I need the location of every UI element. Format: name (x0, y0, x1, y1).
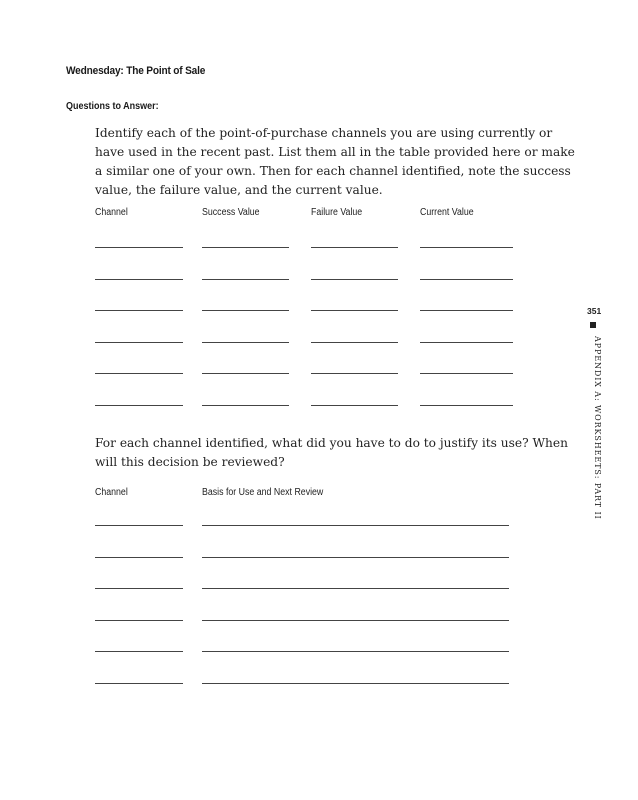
blank-line (420, 247, 513, 248)
blank-line (95, 342, 183, 343)
blank-line (311, 247, 398, 248)
blank-line (420, 342, 513, 343)
blank-line (202, 247, 289, 248)
blank-line (202, 620, 509, 621)
blank-line (202, 557, 509, 558)
blank-line (311, 310, 398, 311)
blank-line (311, 279, 398, 280)
running-head: APPENDIX A: WORKSHEETS: PART II (593, 336, 602, 520)
table1-header-channel: Channel (95, 207, 128, 218)
section-title: Wednesday: The Point of Sale (66, 65, 206, 77)
blank-line (420, 279, 513, 280)
blank-line (311, 373, 398, 374)
page-number: 351 (587, 306, 602, 316)
blank-line (202, 588, 509, 589)
table2-header-channel: Channel (95, 487, 128, 498)
blank-line (202, 525, 509, 526)
table1-header-current: Current Value (420, 207, 474, 218)
blank-line (311, 405, 398, 406)
blank-line (202, 651, 509, 652)
blank-line (95, 525, 183, 526)
paragraph-line: will this decision be reviewed? (95, 455, 285, 469)
instructions-paragraph-2 (95, 434, 568, 472)
blank-line (420, 405, 513, 406)
paragraph-line: have used in the recent past. List them all in the table provided here or make (95, 145, 575, 159)
instructions-paragraph-1 (95, 124, 575, 200)
blank-line (420, 310, 513, 311)
blank-line (95, 310, 183, 311)
blank-line (95, 683, 183, 684)
paragraph-line: For each channel identified, what did you have to do to justify its use? When (95, 436, 568, 450)
black-square-icon (590, 322, 596, 328)
blank-line (202, 279, 289, 280)
paragraph-line: Identify each of the point-of-purchase channels you are using currently or (95, 126, 553, 140)
blank-line (95, 557, 183, 558)
blank-line (95, 279, 183, 280)
blank-line (202, 683, 509, 684)
paragraph-line: value, the failure value, and the current value. (95, 183, 383, 197)
blank-line (95, 620, 183, 621)
blank-line (95, 651, 183, 652)
blank-line (202, 310, 289, 311)
blank-line (202, 342, 289, 343)
blank-line (95, 247, 183, 248)
table1-header-failure: Failure Value (311, 207, 363, 218)
blank-line (311, 342, 398, 343)
table1-header-success: Success Value (202, 207, 260, 218)
questions-label: Questions to Answer: (66, 101, 159, 112)
blank-line (202, 373, 289, 374)
blank-line (202, 405, 289, 406)
blank-line (95, 588, 183, 589)
paragraph-line: a similar one of your own. Then for each channel identified, note the success (95, 164, 571, 178)
blank-line (420, 373, 513, 374)
blank-line (95, 405, 183, 406)
table2-header-basis: Basis for Use and Next Review (202, 487, 324, 498)
blank-line (95, 373, 183, 374)
